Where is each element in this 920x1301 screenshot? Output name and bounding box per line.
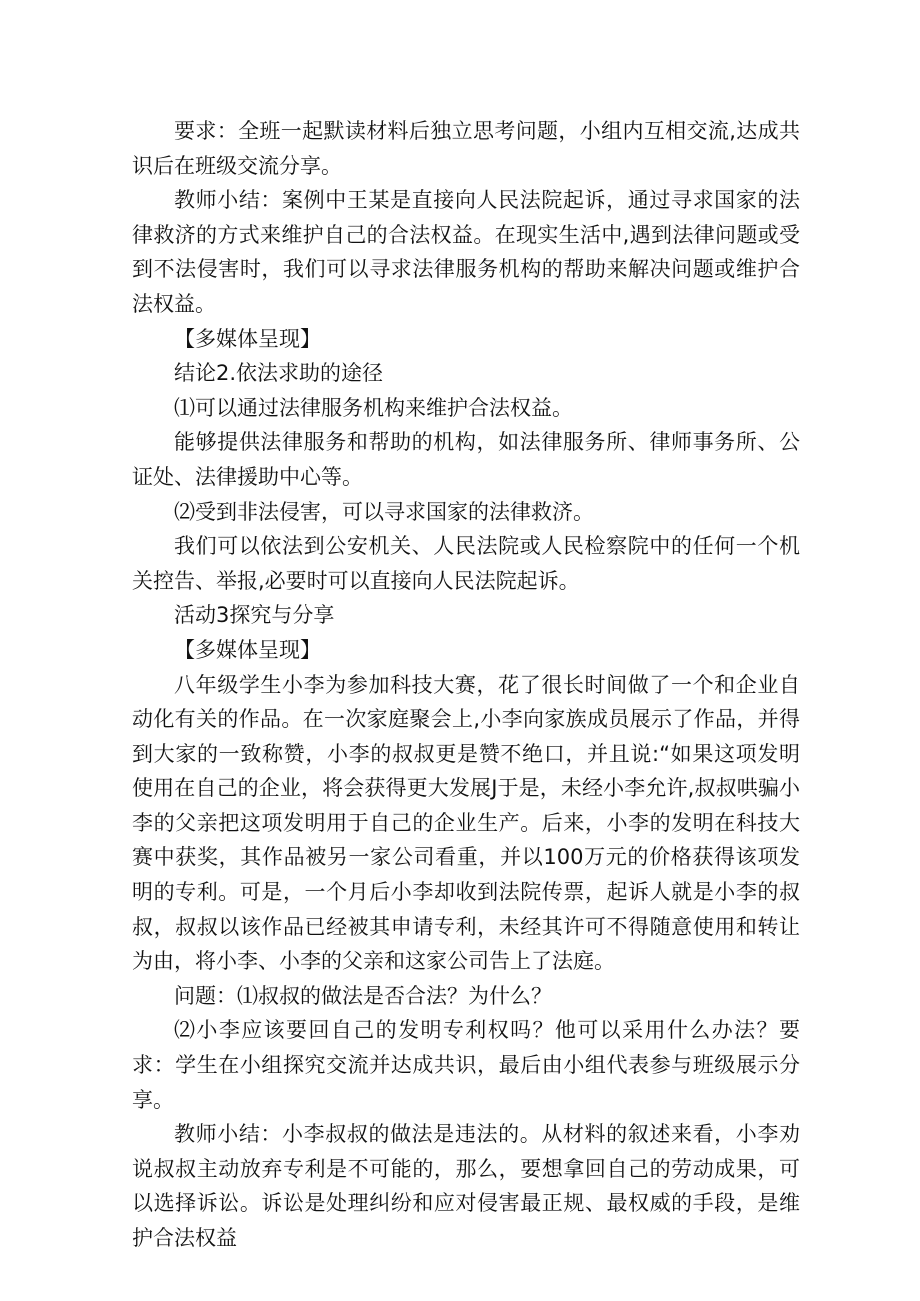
paragraph-point-1-detail: 能够提供法律服务和帮助的机构，如法律服务所、律师事务所、公证处、法律援助中心等。: [132, 430, 800, 489]
paragraph-requirement: 要求：全班一起默读材料后独立思考问题，小组内互相交流,达成共识后在班级交流分享。: [132, 119, 800, 178]
paragraph-point-2: ⑵受到非法侵害，可以寻求国家的法律救济。: [174, 499, 594, 524]
paragraph-activity-heading: 活动3探究与分享: [174, 603, 335, 628]
paragraph-question-1: 问题：⑴叔叔的做法是否合法？为什么？: [174, 983, 552, 1008]
paragraph-teacher-summary-2: 教师小结：小李叔叔的做法是违法的。从材料的叙述来看，小李劝说叔叔主动放弃专利是不可能的，那么，要想拿回自己的劳动成果，可以选择诉讼。诉讼是处理纠纷和应对侵害最正规、最权威的手段，是维护合法权益: [132, 1122, 800, 1250]
paragraph-case-story: 八年级学生小李为参加科技大赛，花了很长时间做了一个和企业自动化有关的作品。在一次家庭聚会上,小李向家族成员展示了作品，并得到大家的一致称赞，小李的叔叔更是赞不绝口，并且说:“如果这项发明使用在自己的企业，将会获得更大发展J于是，未经小李允许,叔叔哄骗小李的父亲把这项发明用于自己的企业生产。后来，小李的发明在科技大赛中获奖，其作品被另一家公司看重，并以100万元的价格获得该项发明的专利。可是，一个月后小李却收到法院传票，起诉人就是小李的叔叔，叔叔以该作品已经被其申请专利，未经其许可不得随意使用和转让为由，将小李、小李的父亲和这家公司告上了法庭。: [132, 672, 800, 974]
paragraph-point-2-detail: 我们可以依法到公安机关、人民法院或人民检察院中的任何一个机关控告、举报,必要时可以直接向人民法院起诉。: [132, 534, 800, 593]
paragraph-question-2: ⑵小李应该要回自己的发明专利权吗？他可以采用什么办法？要求：学生在小组探究交流并达成共识，最后由小组代表参与班级展示分享。: [132, 1018, 800, 1112]
paragraph-point-1: ⑴可以通过法律服务机构来维护合法权益。: [174, 395, 573, 420]
paragraph-teacher-summary-1: 教师小结：案例中王某是直接向人民法院起诉，通过寻求国家的法律救济的方式来维护自己的合法权益。在现实生活中,遇到法律问题或受到不法侵害时，我们可以寻求法律服务机构的帮助来解决问题或维护合法权益。: [132, 188, 800, 316]
paragraph-conclusion-heading: 结论2.依法求助的途径: [174, 361, 384, 386]
paragraph-multimedia-heading-2: 【多媒体呈现】: [174, 637, 321, 662]
paragraph-multimedia-heading-1: 【多媒体呈现】: [174, 326, 321, 351]
document-body: [132, 114, 800, 1256]
